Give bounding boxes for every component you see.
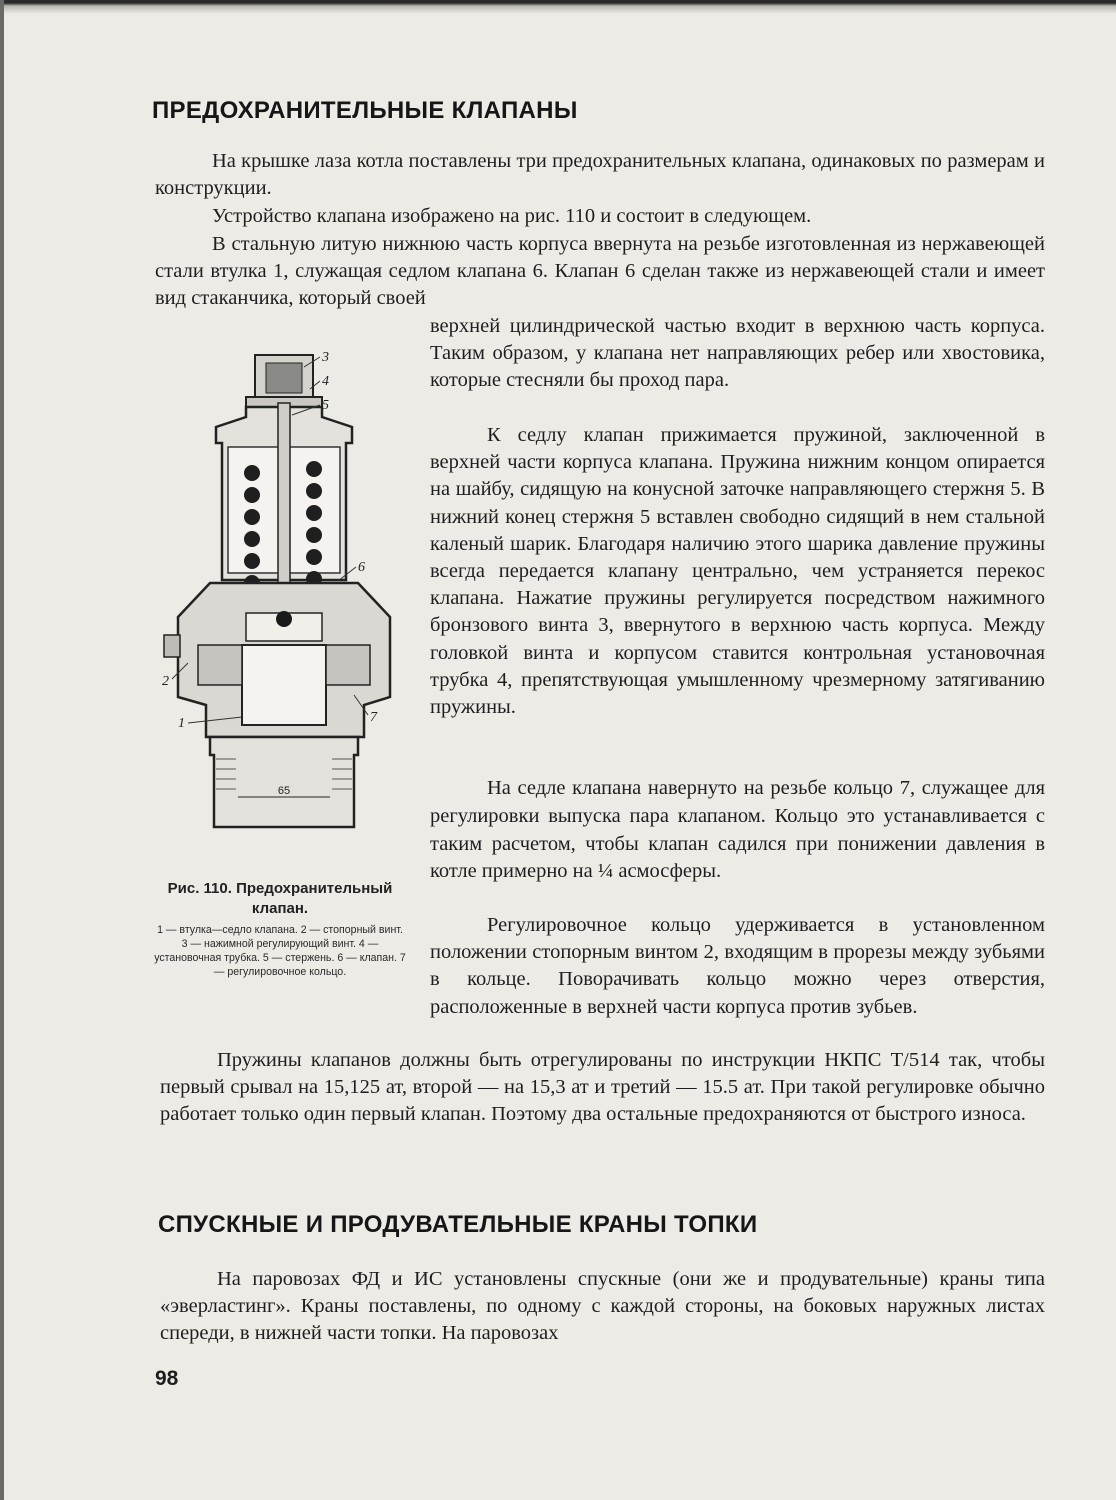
paragraph-valves-location: На крышке лаза котла поставлены три предохранительных клапана, одинаковых по размерам и конструкции. <box>155 150 1045 200</box>
section-title-safety-valves: ПРЕДОХРАНИТЕЛЬНЫЕ КЛАПАНЫ <box>152 97 578 124</box>
page-top-edge <box>0 0 1116 14</box>
figure-caption <box>150 879 410 979</box>
locknut <box>266 363 302 393</box>
paragraph-valve-body-continued: верхней цилиндрической частью входит в верхнюю часть корпуса. Таким образом, у клапана нет направляющих ребер или хвостовика, которые стесняли бы проход пара. <box>430 315 1045 392</box>
stop-screw <box>164 635 180 657</box>
dimension-value: 65 <box>277 785 291 797</box>
figure-caption-legend: 1 — втулка—седло клапана. 2 — стопорный винт. 3 — нажимной регулирующий винт. 4 — установочная трубка. 5 — стержень. 6 — клапан. 7 — регулировочное кольцо. <box>154 924 406 978</box>
label-4: 4 <box>322 374 329 389</box>
paragraph-valve-device: Устройство клапана изображено на рис. 110 и состоит в следующем. <box>212 205 812 227</box>
valve-seat-bushing <box>242 645 326 725</box>
label-7: 7 <box>370 710 377 725</box>
safety-valve-drawing <box>158 345 410 830</box>
guide-stem <box>278 403 290 613</box>
page-number: 98 <box>155 1367 179 1390</box>
figure-caption-title: Рис. 110. Предохранительный клапан. <box>167 880 393 917</box>
paragraph-ring: На седле клапана навернуто на резьбе кольцо 7, служащее для регулировки выпуска пара клапаном. Кольцо это устанавливается с таким расчетом, чтобы клапан садился при понижении давления в котле примерно на ¼ асмосферы. <box>430 777 1045 883</box>
label-5: 5 <box>322 398 329 413</box>
paragraph-regulating-ring: Регулировочное кольцо удерживается в установленном положении стопорным винтом 2, входящим в прорезы между зубьями в кольце. Поворачивать кольцо можно через отверстия, расположенные в верхней части корпуса против зубьев. <box>430 914 1045 1018</box>
label-1: 1 <box>178 716 185 731</box>
paragraph-spring: К седлу клапан прижимается пружиной, заключенной в верхней части корпуса клапана. Пружина нижним концом опирается на шайбу, сидящую на конусной заточке направляющего стержня 5. В нижний конец стержня 5 вставлен свободно сидящий в нем стальной каленый шарик. Благодаря наличию этого шарика давление пружины всегда передается клапану центрально, чем устраняется перекос клапана. Нажатие пружины регулируется посредством нажимного бронзового винта 3, ввернутого в верхнюю часть корпуса. Между головкой винта и корпусом ставится контрольная установочная трубка 4, препятствующая умышленному чрезмерному затягиванию пружины. <box>430 424 1045 719</box>
figure-safety-valve <box>158 345 410 830</box>
paragraph-drain-valves: На паровозах ФД и ИС установлены спускные (они же и продувательные) краны типа «эверластинг». Краны поставлены, по одному с каждой стороны, на боковых наружных листах спереди, в нижней части топки. На паровозах <box>160 1268 1045 1345</box>
label-3: 3 <box>322 350 329 365</box>
paragraph-spring-adjustment: Пружины клапанов должны быть отрегулированы по инструкции НКПС Т/514 так, чтобы первый срывал на 15,125 ат, второй — на 15,3 ат и третий — 15.5 ат. При такой регулировке обычно работает только один первый клапан. Поэтому два остальные предохраняются от быстрого износа. <box>160 1049 1045 1126</box>
page-left-edge <box>0 0 4 1500</box>
label-6: 6 <box>358 560 365 575</box>
section-title-drain-valves: СПУСКНЫЕ И ПРОДУВАТЕЛЬНЫЕ КРАНЫ ТОПКИ <box>158 1211 758 1238</box>
paragraph-valve-body: В стальную литую нижнюю часть корпуса ввернута на резьбе изготовленная из нержавеющей стали втулка 1, служащая седлом клапана 6. Клапан 6 сделан также из нержавеющей стали и имеет вид стаканчика, который своей <box>155 233 1045 310</box>
threaded-base <box>210 737 358 827</box>
steel-ball <box>276 611 292 627</box>
label-2: 2 <box>162 674 169 689</box>
